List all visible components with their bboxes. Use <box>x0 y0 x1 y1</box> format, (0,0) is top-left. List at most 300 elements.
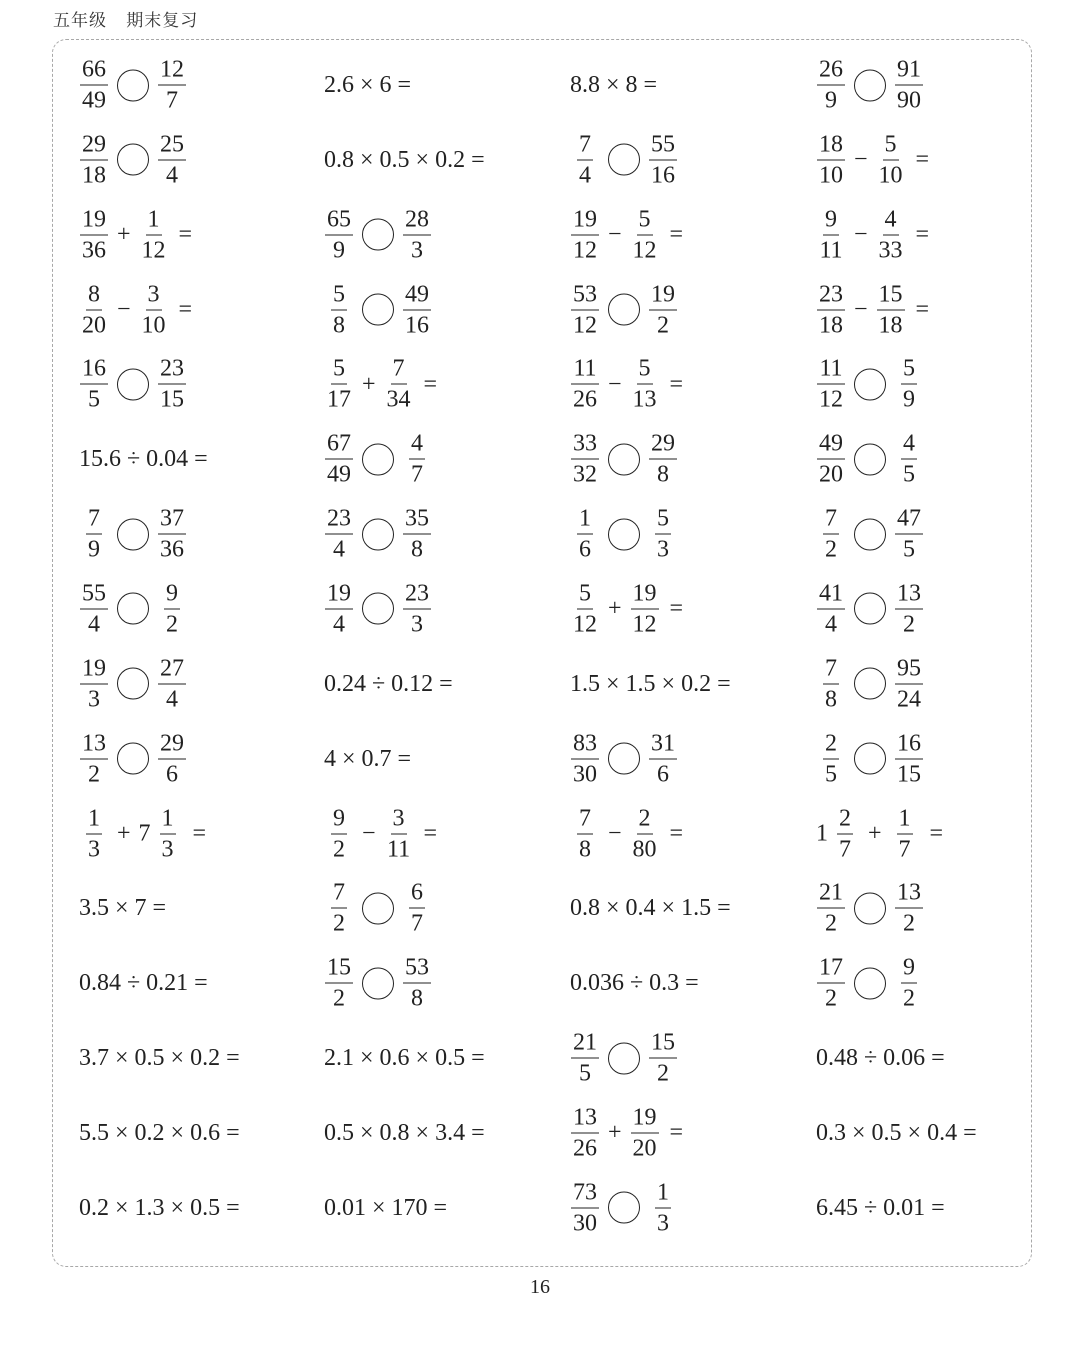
operator: + <box>608 595 622 622</box>
denominator: 7 <box>839 836 851 862</box>
denominator: 2 <box>825 910 837 937</box>
numerator: 9 <box>164 581 180 609</box>
left-fraction <box>324 357 354 412</box>
numerator: 7 <box>823 656 839 684</box>
left-fraction <box>79 731 109 786</box>
numerator: 33 <box>571 432 599 460</box>
right-fraction <box>157 731 187 786</box>
problem-cmp <box>324 207 432 262</box>
left-fraction <box>816 357 846 412</box>
equals-sign: = <box>192 820 207 847</box>
compare-circle[interactable] <box>854 668 886 700</box>
left-fraction <box>79 282 109 337</box>
numerator: 25 <box>158 132 186 160</box>
denominator: 18 <box>82 162 106 189</box>
header-subtitle: 期末复习 <box>126 11 199 31</box>
left-fraction <box>570 581 600 636</box>
numerator: 23 <box>817 282 845 310</box>
left-fraction <box>79 806 109 861</box>
denominator: 49 <box>327 461 351 488</box>
numerator: 31 <box>649 731 677 759</box>
denominator: 3 <box>657 536 669 563</box>
compare-circle[interactable] <box>608 443 640 475</box>
denominator: 34 <box>386 386 411 413</box>
right-fraction <box>384 806 414 861</box>
numerator: 11 <box>571 357 598 385</box>
numerator: 1 <box>146 207 162 235</box>
denominator: 7 <box>898 836 911 862</box>
left-fraction <box>570 1105 600 1160</box>
right-fraction <box>648 282 678 337</box>
compare-circle[interactable] <box>854 743 886 775</box>
problem-op <box>79 282 192 337</box>
expression-text: 0.3 × 0.5 × 0.4 = <box>816 1119 977 1146</box>
compare-circle[interactable] <box>117 69 149 101</box>
numerator: 1 <box>577 507 593 535</box>
denominator: 4 <box>579 162 591 189</box>
denominator: 2 <box>166 611 178 638</box>
denominator: 5 <box>579 1060 591 1087</box>
right-fraction <box>648 507 678 562</box>
numerator: 4 <box>901 432 917 460</box>
problem-cmp <box>79 357 187 412</box>
right-fraction <box>630 1105 660 1160</box>
denominator: 2 <box>825 985 837 1012</box>
right-fraction <box>402 956 432 1011</box>
page-header <box>53 6 198 31</box>
numerator: 91 <box>895 58 923 86</box>
right-fraction <box>894 881 924 936</box>
problem-cmp <box>79 58 187 113</box>
denominator: 12 <box>632 237 657 264</box>
denominator: 8 <box>411 985 423 1012</box>
problem-expr <box>79 1196 240 1220</box>
denominator: 3 <box>411 237 423 264</box>
compare-circle[interactable] <box>362 219 394 251</box>
numerator: 67 <box>325 432 353 460</box>
denominator: 4 <box>166 686 178 713</box>
problem-expr <box>79 971 208 995</box>
equals-sign: = <box>669 820 684 847</box>
right-fraction <box>648 1031 678 1086</box>
right-fraction <box>894 581 924 636</box>
left-fraction <box>816 282 846 337</box>
left-fraction <box>816 656 846 711</box>
right-fraction <box>157 507 187 562</box>
right-fraction <box>648 132 678 187</box>
denominator: 2 <box>903 985 915 1012</box>
denominator: 8 <box>657 461 669 488</box>
numerator: 3 <box>391 806 407 834</box>
compare-circle[interactable] <box>362 892 394 924</box>
expression-text: 4 × 0.7 = <box>324 745 412 772</box>
numerator: 1 <box>86 806 102 834</box>
problem-expr <box>816 1046 945 1070</box>
expression-text: 5.5 × 0.2 × 0.6 = <box>79 1119 240 1146</box>
problem-expr <box>324 73 411 97</box>
right-fraction <box>402 507 432 562</box>
numerator: 9 <box>901 956 917 984</box>
denominator: 32 <box>573 461 597 488</box>
right-fraction <box>402 881 432 936</box>
operator: + <box>362 371 376 398</box>
problem-cmp <box>816 432 924 487</box>
compare-circle[interactable] <box>608 144 640 176</box>
operator: − <box>608 820 622 847</box>
right-fraction <box>894 432 924 487</box>
compare-circle[interactable] <box>117 743 149 775</box>
numerator: 15 <box>325 956 353 984</box>
right-fraction <box>648 1180 678 1235</box>
problem-cmp <box>324 581 432 636</box>
numerator: 2 <box>823 731 839 759</box>
left-fraction <box>324 956 354 1011</box>
denominator: 8 <box>825 686 837 713</box>
problem-cmp <box>816 581 924 636</box>
numerator: 18 <box>817 132 845 160</box>
expression-text: 0.2 × 1.3 × 0.5 = <box>79 1194 240 1221</box>
numerator: 6 <box>409 881 425 909</box>
numerator: 9 <box>331 806 347 834</box>
numerator: 37 <box>158 507 186 535</box>
problem-expr <box>570 73 657 97</box>
left-fraction <box>79 132 109 187</box>
denominator: 4 <box>333 611 345 638</box>
numerator: 35 <box>403 507 431 535</box>
denominator: 9 <box>88 536 100 563</box>
denominator: 12 <box>573 312 597 339</box>
denominator: 26 <box>573 386 597 413</box>
compare-circle[interactable] <box>608 1042 640 1074</box>
compare-circle[interactable] <box>362 294 394 326</box>
problem-op <box>816 132 929 187</box>
denominator: 24 <box>897 686 921 713</box>
denominator: 9 <box>333 237 345 264</box>
problem-op <box>816 207 929 262</box>
numerator: 19 <box>631 1105 659 1133</box>
denominator: 3 <box>411 611 423 638</box>
denominator: 12 <box>632 611 657 638</box>
denominator: 5 <box>903 536 915 563</box>
numerator: 41 <box>817 581 845 609</box>
operator: + <box>868 820 882 847</box>
left-fraction <box>816 581 846 636</box>
compare-circle[interactable] <box>362 443 394 475</box>
compare-circle[interactable] <box>608 1192 640 1224</box>
numerator: 27 <box>158 656 186 684</box>
numerator: 11 <box>817 357 844 385</box>
problem-cmp <box>79 656 187 711</box>
denominator: 4 <box>333 536 345 563</box>
left-fraction <box>324 207 354 262</box>
numerator: 8 <box>86 282 102 310</box>
problem-expr <box>324 1196 447 1220</box>
left-fraction <box>79 207 109 262</box>
left-fraction <box>79 507 109 562</box>
left-fraction <box>830 806 860 861</box>
numerator: 23 <box>158 357 186 385</box>
denominator: 4 <box>166 162 178 189</box>
right-fraction <box>894 656 924 711</box>
numerator: 5 <box>331 282 347 310</box>
right-fraction <box>876 132 906 187</box>
denominator: 2 <box>657 312 669 339</box>
denominator: 30 <box>573 761 597 788</box>
denominator: 4 <box>825 611 837 638</box>
denominator: 7 <box>166 87 178 114</box>
numerator: 53 <box>403 956 431 984</box>
denominator: 12 <box>141 237 166 264</box>
compare-circle[interactable] <box>608 518 640 550</box>
problem-cmp <box>324 507 432 562</box>
problem-expr <box>324 148 485 172</box>
numerator: 5 <box>637 207 653 235</box>
denominator: 36 <box>160 536 184 563</box>
expression-text: 2.1 × 0.6 × 0.5 = <box>324 1045 485 1072</box>
denominator: 4 <box>88 611 100 638</box>
expression-text: 1.5 × 1.5 × 0.2 = <box>570 670 731 697</box>
numerator: 9 <box>823 207 839 235</box>
compare-circle[interactable] <box>854 518 886 550</box>
problem-cmp <box>570 282 678 337</box>
problem-op <box>79 806 206 861</box>
numerator: 15 <box>649 1031 677 1059</box>
compare-circle[interactable] <box>362 967 394 999</box>
denominator: 11 <box>386 836 411 862</box>
left-fraction <box>324 282 354 337</box>
denominator: 20 <box>819 461 843 488</box>
left-fraction <box>324 507 354 562</box>
denominator: 2 <box>333 836 345 862</box>
numerator: 7 <box>577 806 593 834</box>
compare-circle[interactable] <box>362 518 394 550</box>
problem-op <box>570 357 683 412</box>
problem-cmp <box>324 432 432 487</box>
right-fraction <box>402 207 432 262</box>
operator: − <box>854 296 868 323</box>
expression-text: 0.5 × 0.8 × 3.4 = <box>324 1119 485 1146</box>
numerator: 5 <box>883 132 899 160</box>
denominator: 17 <box>327 386 351 413</box>
problem-expr <box>79 1046 240 1070</box>
expression-text: 2.6 × 6 = <box>324 72 412 98</box>
left-fraction <box>816 58 846 113</box>
left-fraction <box>324 881 354 936</box>
compare-circle[interactable] <box>117 368 149 400</box>
problem-expr <box>570 672 731 696</box>
compare-circle[interactable] <box>854 368 886 400</box>
denominator: 10 <box>141 312 166 339</box>
right-fraction <box>890 806 920 861</box>
expression-text: 8.8 × 8 = <box>570 72 658 98</box>
problem-cmp <box>324 881 432 936</box>
expression-text: 6.45 ÷ 0.01 = <box>816 1194 945 1221</box>
problem-op <box>816 282 929 337</box>
numerator: 13 <box>895 581 923 609</box>
numerator: 17 <box>817 956 845 984</box>
denominator: 20 <box>632 1135 657 1162</box>
denominator: 49 <box>82 87 106 114</box>
right-fraction <box>894 357 924 412</box>
denominator: 5 <box>88 386 100 413</box>
equals-sign: = <box>423 820 438 847</box>
denominator: 8 <box>333 312 345 339</box>
denominator: 12 <box>573 237 597 264</box>
problem-cmp <box>570 507 678 562</box>
problem-cmp <box>570 132 678 187</box>
compare-circle[interactable] <box>854 593 886 625</box>
problem-expr <box>570 971 699 995</box>
numerator: 95 <box>895 656 923 684</box>
denominator: 6 <box>579 536 591 563</box>
right-fraction <box>384 357 414 412</box>
numerator: 13 <box>895 881 923 909</box>
equals-sign: = <box>669 595 684 622</box>
denominator: 90 <box>897 87 921 114</box>
left-fraction <box>79 58 109 113</box>
problem-op <box>324 357 437 412</box>
compare-circle[interactable] <box>608 743 640 775</box>
numerator: 65 <box>325 207 353 235</box>
problem-op <box>79 207 192 262</box>
compare-circle[interactable] <box>854 69 886 101</box>
expression-text: 0.24 ÷ 0.12 = <box>324 670 453 697</box>
numerator: 7 <box>391 357 407 385</box>
right-fraction <box>894 58 924 113</box>
denominator: 33 <box>878 237 903 264</box>
page-number: 16 <box>530 1276 550 1298</box>
operator: + <box>117 820 131 847</box>
right-fraction <box>139 207 169 262</box>
denominator: 9 <box>903 386 915 413</box>
numerator: 19 <box>649 282 677 310</box>
compare-circle[interactable] <box>362 593 394 625</box>
left-fraction <box>570 1031 600 1086</box>
problem-cmp <box>570 1031 678 1086</box>
left-fraction <box>324 806 354 861</box>
problem-op <box>324 806 437 861</box>
denominator: 10 <box>878 162 903 189</box>
left-fraction <box>816 132 846 187</box>
numerator: 7 <box>823 507 839 535</box>
numerator: 23 <box>325 507 353 535</box>
numerator: 13 <box>80 731 108 759</box>
left-fraction <box>570 132 600 187</box>
left-fraction <box>816 956 846 1011</box>
equals-sign: = <box>915 296 930 323</box>
problem-cmp <box>816 58 924 113</box>
numerator: 5 <box>901 357 917 385</box>
compare-circle[interactable] <box>117 593 149 625</box>
denominator: 15 <box>160 386 184 413</box>
denominator: 12 <box>819 386 843 413</box>
left-fraction <box>79 357 109 412</box>
equals-sign: = <box>669 221 684 248</box>
denominator: 5 <box>903 461 915 488</box>
compare-circle[interactable] <box>854 892 886 924</box>
left-fraction <box>570 282 600 337</box>
expression-text: 0.8 × 0.4 × 1.5 = <box>570 895 731 922</box>
equals-sign: = <box>915 146 930 173</box>
denominator: 2 <box>903 611 915 638</box>
compare-circle[interactable] <box>854 443 886 475</box>
numerator: 19 <box>571 207 599 235</box>
operator: + <box>608 1119 622 1146</box>
numerator: 12 <box>158 58 186 86</box>
problem-expr <box>324 1046 485 1070</box>
compare-circle[interactable] <box>117 668 149 700</box>
numerator: 3 <box>146 282 162 310</box>
compare-circle[interactable] <box>117 144 149 176</box>
numerator: 53 <box>571 282 599 310</box>
numerator: 7 <box>577 132 593 160</box>
numerator: 2 <box>637 806 653 834</box>
denominator: 6 <box>657 761 669 788</box>
problem-cmp <box>816 357 924 412</box>
numerator: 66 <box>80 58 108 86</box>
numerator: 49 <box>817 432 845 460</box>
denominator: 13 <box>632 386 657 413</box>
numerator: 26 <box>817 58 845 86</box>
right-fraction <box>153 806 183 861</box>
problem-op <box>816 806 943 861</box>
right-fraction <box>139 282 169 337</box>
right-fraction <box>157 58 187 113</box>
denominator: 3 <box>88 686 100 713</box>
left-fraction <box>570 731 600 786</box>
left-fraction <box>570 806 600 861</box>
numerator: 49 <box>403 282 431 310</box>
left-fraction <box>816 881 846 936</box>
expression-text: 0.036 ÷ 0.3 = <box>570 970 699 997</box>
left-fraction <box>816 731 846 786</box>
compare-circle[interactable] <box>608 294 640 326</box>
problem-expr <box>570 896 731 920</box>
whole-number: 1 <box>816 820 828 847</box>
denominator: 6 <box>166 761 178 788</box>
numerator: 5 <box>577 581 593 609</box>
right-fraction <box>157 132 187 187</box>
numerator: 4 <box>883 207 899 235</box>
numerator: 5 <box>331 357 347 385</box>
left-fraction <box>570 507 600 562</box>
denominator: 2 <box>333 985 345 1012</box>
compare-circle[interactable] <box>854 967 886 999</box>
numerator: 19 <box>80 207 108 235</box>
right-fraction <box>894 956 924 1011</box>
problem-cmp <box>570 432 678 487</box>
left-fraction <box>570 207 600 262</box>
problem-cmp <box>816 881 924 936</box>
expression-text: 15.6 ÷ 0.04 = <box>79 446 208 473</box>
problem-cmp <box>570 1180 678 1235</box>
denominator: 16 <box>651 162 675 189</box>
numerator: 5 <box>637 357 653 385</box>
left-fraction <box>816 432 846 487</box>
numerator: 55 <box>649 132 677 160</box>
numerator: 5 <box>655 507 671 535</box>
denominator: 7 <box>411 461 423 488</box>
right-fraction <box>630 581 660 636</box>
operator: − <box>362 820 376 847</box>
right-fraction <box>630 806 660 861</box>
problem-cmp <box>324 956 432 1011</box>
problem-expr <box>79 1121 240 1145</box>
denominator: 7 <box>411 910 423 937</box>
equals-sign: = <box>178 221 193 248</box>
compare-circle[interactable] <box>117 518 149 550</box>
problem-op <box>570 806 683 861</box>
